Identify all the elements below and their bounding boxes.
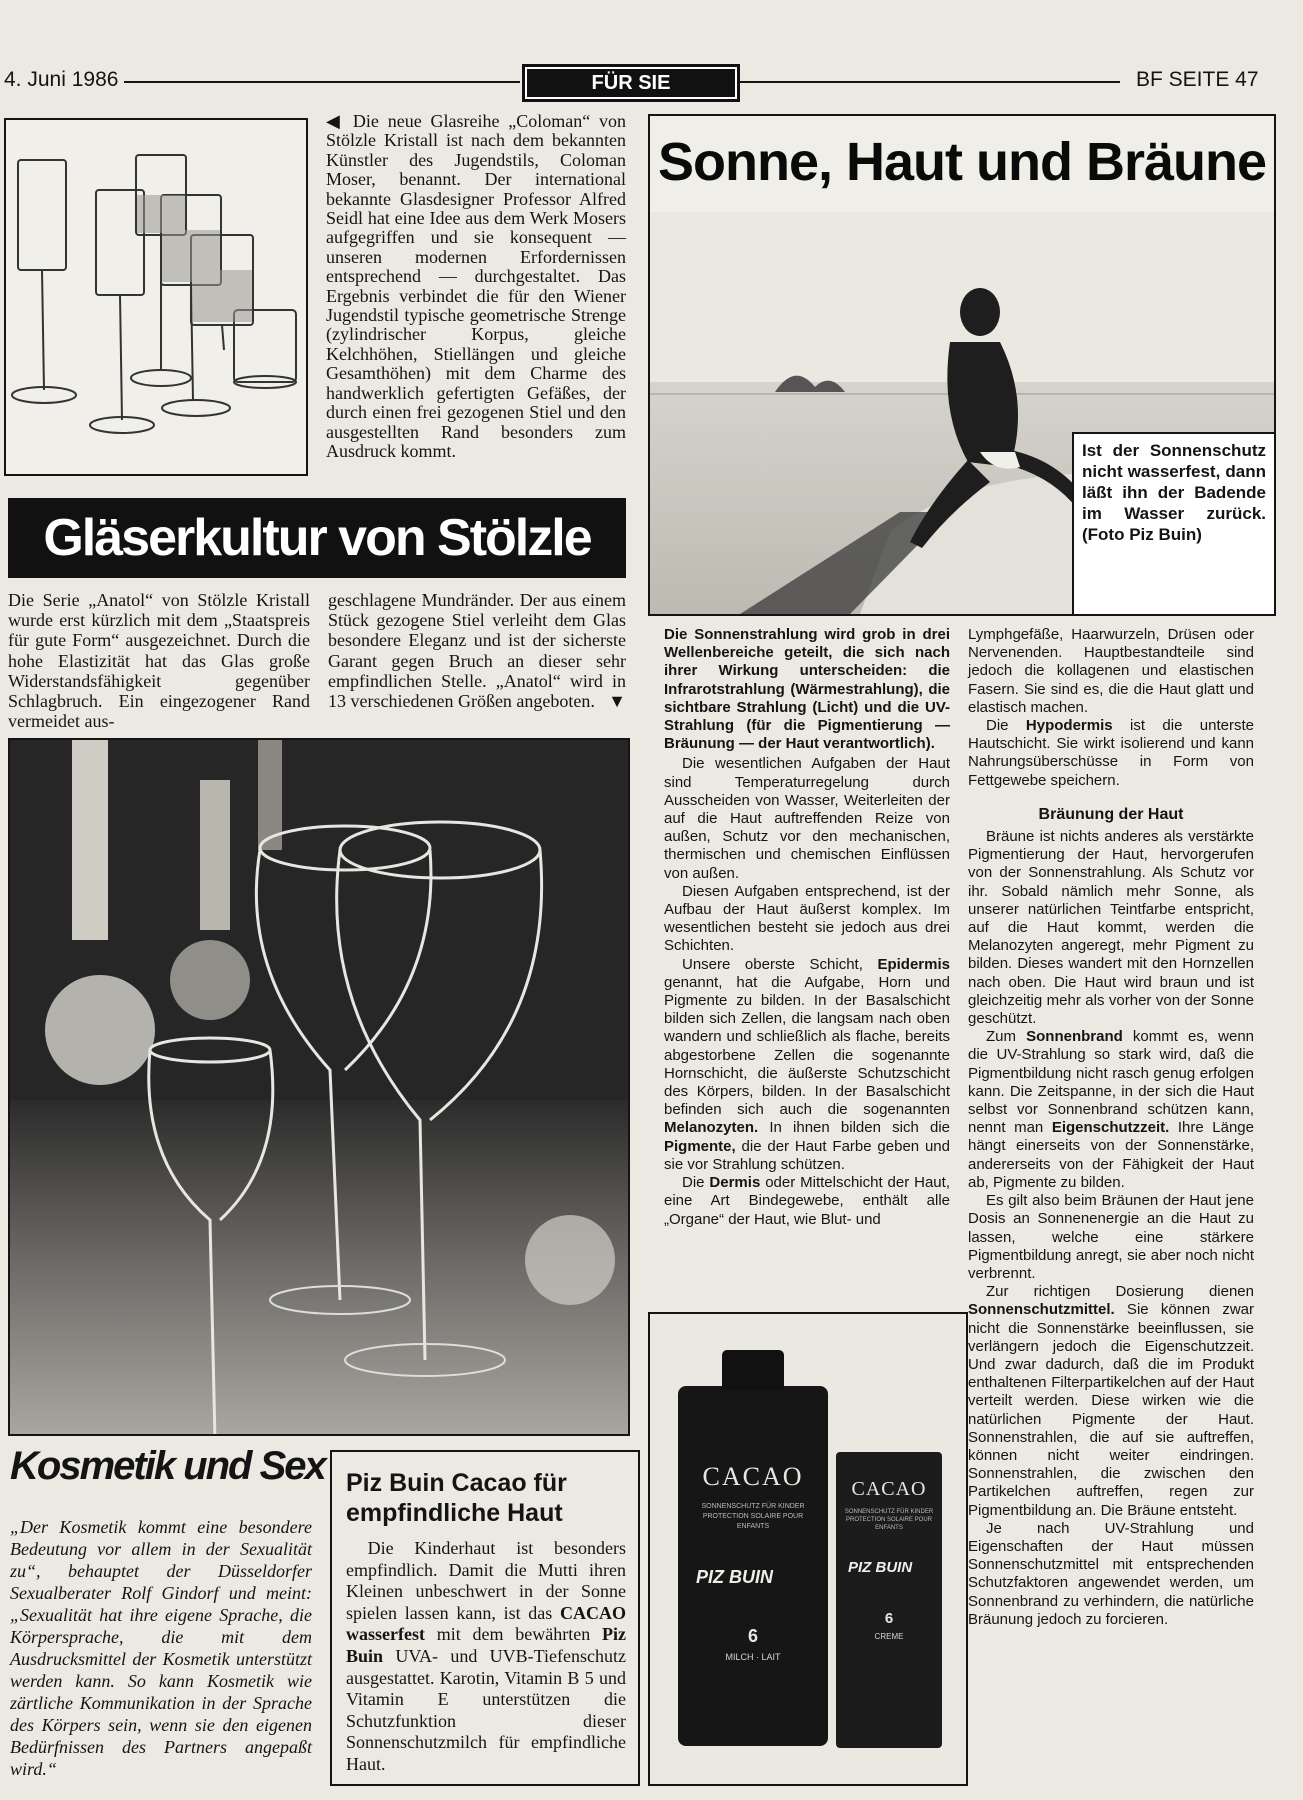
sun-text-col1: [664, 626, 950, 1229]
bottle-cap: [722, 1350, 784, 1390]
page-number: BF SEITE 47: [1136, 68, 1259, 91]
sun-c2-p2: [968, 717, 1254, 790]
sun-subhead: Bräunung der Haut: [1038, 805, 1184, 823]
sun-p2: Diesen Aufgaben entsprechend, ist der Aufbau der Haut äußerst komplex. Im wesentlichen besteht sie jedoch aus drei Schichten.: [664, 882, 950, 955]
sun-c2-p4-b: Sonnenbrand: [1026, 1028, 1123, 1046]
tube-logo: PIZ BUIN: [848, 1559, 913, 1576]
sun-lead: Die Sonnenstrahlung wird grob in drei Wellenbereiche geteilt, die sich nach ihrer Wirkung unterscheiden: die Infrarotstrahlung (Wärmestrahlung), die sichtbare Strahlung (Licht) und die UV-Strahlung (für die Pigmentierung — Bräunung — der Haut verantwortlich).: [664, 626, 950, 753]
coloman-glasses-photo: [4, 118, 308, 476]
bottle-logo: PIZ BUIN: [696, 1567, 774, 1587]
sun-c2-p4-e: Ihre Länge hängt einerseits von der Sonnenstärke, andererseits von der Fähigkeit der Haut ab, Pigmente zu bilden.: [968, 1119, 1254, 1191]
sun-p3-c: genannt, hat die Aufgabe, Horn und Pigmente zu bilden. In der Basalschicht bilden sich Zellen, die langsam nach oben wandern und schließlich als flache, bereits abgestorbene Zellen die sogenannte Hornschicht, die äußerste Schutzschicht des Körpers, bilden. In der Basalschicht befinden sich auch die sogenannten: [664, 973, 950, 1119]
sun-p3-a: Unsere oberste Schicht,: [682, 955, 878, 973]
cacao-tube: [836, 1452, 942, 1748]
bottle-brand: CACAO: [702, 1462, 804, 1491]
tube-subtitle: SONNENSCHUTZ FÜR KINDER PROTECTION SOLAIRE POUR ENFANTS: [844, 1509, 934, 1531]
tube-factor: 6: [884, 1610, 894, 1627]
sun-p3: [664, 956, 950, 1174]
sun-c2-p4-d: Eigenschutzzeit.: [1051, 1119, 1170, 1137]
sun-c2-p6-c: Sie können zwar nicht die Sonnenstärke beeinflussen, sie verlängern jedoch die Eigenschutzzeit. Und zwar dadurch, daß die im Produkt enthaltenen Filterpartikelchen auf der Haut verteilt werden. Diese wirken wie die natürlichen Pigmente der Haut. Sonnenstrahlen, die auf sie auftreffen, können nicht weiter eindringen. Sonnenstrahlen, die zwischen den Partikelchen auftreffen, regen zur Pigmentbildung an. Die Bräune entsteht.: [968, 1301, 1254, 1519]
anatol-text-col2: [328, 590, 626, 711]
sun-text-col2: [968, 626, 1254, 1629]
anatol-text-col1: Die Serie „Anatol“ von Stölzle Kristall wurde erst kürzlich mit dem „Staatspreis für gute Form“ ausgezeichnet. Durch die hohe Elastizität hat das Glas große Widerstandsfähigkeit gegenüber Schlagbruch. Ein eingezogener Rand vermeidet aus-: [8, 590, 310, 732]
photo-caption: Ist der Sonnenschutz nicht wasserfest, dann läßt ihn der Badende im Wasser zurück. (Foto Piz Buin): [1082, 441, 1266, 544]
article-end-mark: ▼: [608, 691, 626, 712]
sun-c2-p2-b: Hypodermis: [1025, 717, 1113, 735]
header-rule-right: [740, 81, 1120, 83]
sun-c2-p6: [968, 1283, 1254, 1520]
wine-glasses-illustration: [10, 740, 628, 1434]
sun-c2-p2-a: Die: [986, 717, 1026, 735]
sun-p1: Die wesentlichen Aufgaben der Haut sind Temperaturregelung durch Ausscheiden von Wasser, Weiterleiten der auf die Haut auftreffenden Reize von außen, Schutz vor den mechanischen, thermischen und chemischen Einflüssen von außen.: [664, 755, 950, 882]
glaeserkultur-headline: Gläserkultur von Stölzle: [8, 498, 626, 578]
anatol-glasses-photo: [8, 738, 630, 1436]
sun-feature-box: [648, 114, 1276, 616]
sun-c2-p5: Es gilt also beim Bräunen der Haut jene Dosis an Sonnenenergie an die Haut zu lassen, welche eine stärkere Pigmentbildung anregt, sie aber noch nicht verbrennt.: [968, 1192, 1254, 1282]
sun-p4-b: Dermis: [709, 1174, 761, 1192]
sun-p4: [664, 1174, 950, 1229]
bottle-type: MILCH · LAIT: [725, 1652, 781, 1662]
cacao-bottle: [678, 1386, 828, 1746]
sun-c2-p4: [968, 1028, 1254, 1192]
pizbuin-text-post: UVA- und UVB-Tiefenschutz ausgestattet. Karotin, Vitamin B 5 und Vitamin E unterstützen die Schutzfunktion dieser Sonnenschutzmilch für empfindliche Haut.: [346, 1645, 626, 1774]
tube-type: CREME: [874, 1632, 904, 1641]
sun-c2-p4-c: kommt es, wenn die UV-Strahlung so stark wird, daß die Pigmentbildung nicht rasch genug erfolgen kann. Die Zeitspanne, in der sich die Haut selbst vor Sonnenbrand schützen kann, nennt man: [968, 1028, 1255, 1137]
pizbuin-text-bold2: Piz Buin: [346, 1624, 626, 1666]
sun-c2-p6-b: Sonnenschutzmittel.: [968, 1301, 1115, 1319]
sun-p4-a: Die: [682, 1174, 710, 1192]
kosmetik-text: „Der Kosmetik kommt eine besondere Bedeutung vor allem in der Sexualität zu“, behauptet der Düsseldorfer Sexualberater Rolf Gindorf und meint: „Sexualität hat ihre eigene Sprache, die Körpersprache, die mit dem Ausdrucksmittel der Kosmetik unterstützt werden kann. So kann Kosmetik wie zärtliche Kommunikation in der Sprache des Körpers sein, wenn sie den eigenen Bedürfnissen des Partners angepaßt wird.“: [10, 1517, 312, 1779]
sun-p4-c: oder Mittelschicht der Haut, eine Art Bindegewebe, enthält alle „Organe“ der Haut, wie Blut- und: [664, 1174, 950, 1228]
bottle-factor: 6: [747, 1626, 758, 1646]
sun-c2-p7: Je nach UV-Strahlung und Eigenschaften der Haut müssen Sonnenschutzmittel mit entsprechenden Schutzfaktoren angewendet werden, um Sonnenbrand zu verhindern, die natürliche Bräunung jedoch zu forcieren.: [968, 1519, 1254, 1628]
sun-c2-p3: Bräune ist nichts anderes als verstärkte Pigmentierung der Haut, hervorgerufen von der Sonnenstrahlung. Als Schutz vor ihr. Sobald nämlich mehr Sonne, als unserer natürlichen Teintfarbe entspricht, auf die Haut kommt, werden die Melanozyten angeregt, mehr Pigment zu bilden. Dieses wandert mit den Hornzellen nach oben. Die Haut wird braun und ist gleichzeitig mehr als vorher von der Sonne geschützt.: [968, 828, 1254, 1028]
sun-c2-p6-a: Zur richtigen Dosierung dienen: [986, 1283, 1254, 1301]
sun-p3-b3: Pigmente,: [664, 1137, 736, 1155]
header-rule-left: [124, 81, 520, 83]
section-badge: FÜR SIE: [522, 64, 740, 102]
pizbuin-text-mid: mit dem bewährten: [424, 1624, 602, 1645]
glasses-illustration: [6, 120, 306, 474]
sun-c2-p1: Lymphgefäße, Haarwurzeln, Drüsen oder Nervenenden. Hauptbestandteile sind jedoch die kollagenen und elastischen Fasern. Sie sind es, die die Haut glatt und elastisch machen.: [968, 626, 1254, 716]
pizbuin-headline: Piz Buin Cacao für empfindliche Haut: [346, 1469, 567, 1527]
sun-p3-b1: Epidermis: [877, 955, 950, 973]
issue-date: 4. Juni 1986: [4, 68, 119, 91]
pizbuin-text-pre: Die Kinderhaut ist besonders empfindlich. Damit die Mutti ihren Kleinen unbeschwert in der Sonne spielen lassen kann, ist das: [346, 1538, 626, 1623]
sun-headline: Sonne, Haut und Bräune: [657, 132, 1267, 192]
kosmetik-headline: Kosmetik und Sex: [10, 1444, 325, 1488]
sun-c2-p4-a: Zum: [986, 1028, 1027, 1046]
pizbuin-text-bold1: CACAO wasserfest: [346, 1602, 626, 1645]
sun-p3-b2: Melanozyten.: [664, 1119, 759, 1137]
coloman-caption: ◀ Die neue Glasreihe „Coloman“ von Stölzle Kristall ist nach dem bekannten Künstler des Jugendstils, Coloman Moser, benannt. Der international bekannte Glasdesigner Professor Alfred Seidl hat eine Idee aus dem Werk Mosers aufgegriffen und sie konsequent — unseren modernen Erfordernissen entsprechend — durchgestaltet. Das Ergebnis verbindet die für den Wiener Jugendstil typische geometrische Strenge (zylindrischer Korpus, gleiche Kelchhöhen, Stiellängen und gleiche Gesamthöhen) mit dem Charme des handwerklich gefertigten Gefäßes, der durch einen frei gezogenen Stiel und den ausgestellten Rand besonders zum Ausdruck kommt.: [326, 111, 626, 461]
sun-c2-p2-c: ist die unterste Hautschicht. Sie wirkt isolierend und kann Nahrungsüberschüsse in Form von Fettgewebe speichern.: [968, 717, 1254, 789]
pizbuin-box: [330, 1450, 640, 1786]
tube-brand: CACAO: [851, 1478, 927, 1500]
sun-p3-e: die der Haut Farbe geben und sie vor Strahlung schützen.: [664, 1137, 950, 1173]
bottle-subtitle: SONNENSCHUTZ FÜR KINDER PROTECTION SOLAIRE POUR ENFANTS: [701, 1503, 805, 1530]
pizbuin-text: [346, 1538, 626, 1776]
sun-p3-d: In ihnen bilden sich die: [758, 1119, 950, 1137]
cacao-product-photo: [648, 1312, 968, 1786]
photo-caption-box: [1072, 432, 1274, 614]
anatol-text-col2-body: geschlagene Mundränder. Der aus einem Stück gezogene Stiel verleiht dem Glas besondere Eleganz und ist der sicherste Garant gegen Bruch an dieser sehr empfindlichen Stelle. „Anatol“ wird in 13 verschiedenen Größen angeboten.: [328, 590, 626, 712]
